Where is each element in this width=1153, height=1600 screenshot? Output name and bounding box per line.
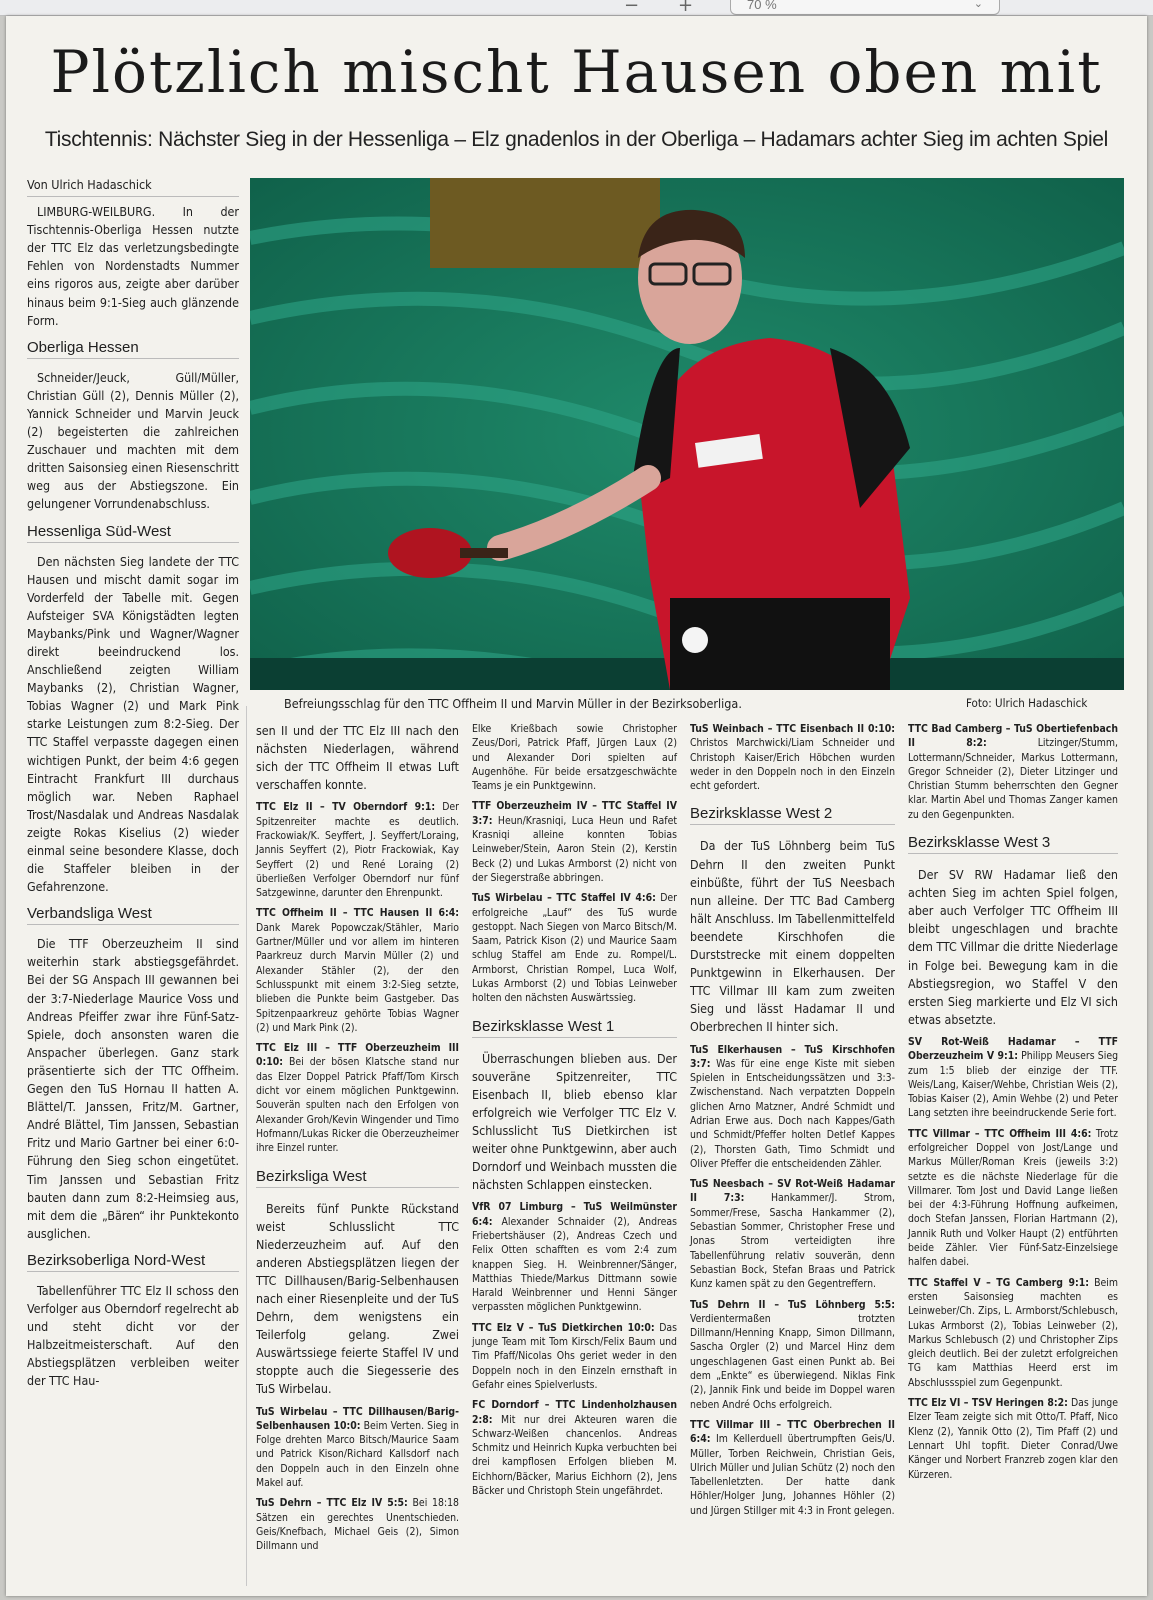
zoom-out-button[interactable]: − (624, 0, 640, 16)
match-text: Das junge Elzer Team zeigte sich mit Otto/T. Pfaff, Nico Klenz (2), Yannik Otto (2), Tim Pfaff (2) und Lennart Uhl topfit. Dieter Conrad/Uwe Känger und Norbert Franzreb zogen klar den Kürzeren. (908, 1397, 1118, 1481)
paragraph: Überraschungen blieben aus. Der souveräne Spitzenreiter, TTC Eisenbach II, blieb ebenso klar erfolgreich wie Verfolger TTC Elz V. Schlusslicht TuS Dietkirchen ist weiter ohne Punktgewinn, aber auch Dorndorf und Weinbach mussten die nächsten Schlappen einstecken. (472, 1050, 677, 1193)
paragraph: Bereits fünf Punkte Rückstand weist Schlusslicht TTC Niederzeuzheim auf. Auf den anderen Abstiegsplätzen liegen der TTC Dillhausen/Barig-Selbenhausen nach einer Riesenpleite und der TuS Dehrn, dem wenigstens ein Teilerfolg gelang. Zwei Auswärtssiege feierte Staffel IV und stoppte auch die Siegesserie des TuS Wirbelau. (256, 1200, 459, 1397)
match-text: Hankammer/J. Strom, Sommer/Frese, Sascha Hankammer (2), Sebastian Sommer, Christopher Frese und Jonas Strom verteidigten ihre Tabellenführung relativ souverän, denn Sebastian Bock, Stefan Braas und Patrick Kunz kamen spät zu den Gegentreffern. (690, 1192, 895, 1291)
column-5 (908, 722, 1118, 1488)
section-heading: Bezirksklasse West 1 (472, 1018, 677, 1038)
section-heading: Bezirksklasse West 2 (690, 805, 895, 825)
match-result: SV Rot-Weiß Hadamar – TTF Oberzeuzheim V 9:1: (908, 1035, 1118, 1063)
match-result: TTF Oberzeuzheim IV – TTC Staffel IV 3:7: (472, 800, 677, 827)
zoom-in-button[interactable]: + (678, 0, 694, 16)
match-result: TuS Weinbach – TTC Eisenbach II 0:10: (690, 723, 895, 735)
match-report (472, 891, 677, 1005)
match-text: Trotz erfolgreicher Doppel von Jost/Lange und Markus Müller/Roman Kreis (jeweils 3:2) setzte es die nächste Niederlage für die Villmarer. Tom Jost und David Lange ließen bei der 4:3-Führung Hoffnung aufkeimen, doch Stefan Janssen, Florian Hartmann (2), Jannik Ruth und Volker Haupt (2) entführten beide Zähler. Vier Fünf-Satz-Einzelsiege halfen dabei. (908, 1127, 1118, 1269)
match-report (690, 1298, 895, 1412)
match-report (908, 1035, 1118, 1121)
player-photo (250, 178, 1124, 690)
paragraph: LIMBURG-WEILBURG. In der Tischtennis-Oberliga Hessen nutzte der TTC Elz das verletzungsbedingte Fehlen von Nordenstadts Nummer eins rigoros aus, zeigte aber darüber hinaus beim 9:1-Sieg auch glänzende Form. (27, 204, 239, 328)
match-result: TTC Villmar – TTC Offheim III 4:6: (908, 1127, 1092, 1140)
column-1 (27, 176, 239, 1390)
viewer-toolbar (0, 0, 1153, 16)
column-divider (246, 706, 247, 1586)
paragraph: Die TTF Oberzeuzheim II sind weiterhin stark abstiegsgefährdet. Bei der SG Anspach III gewannen bei der 3:7-Niederlage Maurice Voss und Andreas Pfeiffer zwar ihre Fünf-Satz-Spiele, doch ansonsten waren die Anspacher überlegen. Ganz stark präsentierte sich der TTC Offheim. Gegen den TuS Hornau II hatten A. Blättel/T. Janssen, Fritz/M. Gartner, André Blättel, Tim Janssen, Sebastian Fritz und Mario Gartner bei einer 6:0-Führung den Sieg schon eingetütet. Tim Janssen und Sebastian Fritz bauten dann zum 8:2-Heimsieg aus, mit dem die „Bären“ ihr Punktekonto ausglichen. (27, 936, 239, 1241)
match-text: Philipp Meusers Sieg zum 1:5 blieb der einzige der TTF. Weis/Lang, Kaiser/Wehbe, Christian Weis (2), Tobias Kaiser (2), Amin Wehbe (2) und Peter Lang setzten ihre beeindruckende Serie fort. (908, 1050, 1119, 1120)
match-result: TTC Staffel V – TG Camberg 9:1: (908, 1276, 1089, 1289)
match-result: TuS Wirbelau – TTC Staffel IV 4:6: (472, 892, 656, 905)
match-text: Mit nur drei Akteuren waren die Schwarz-Weißen chancenlos. Andreas Schmitz und Heinrich Kupka verbuchten bei drei kampflosen Erfolgen blieben M. Eichhorn/Bäcker, Marius Eichhorn (2), Jens Bäcker und Christoph Stein ungefährdet. (472, 1413, 677, 1498)
match-text: Im Kellerduell übertrumpften Geis/U. Müller, Torben Reichwein, Christian Geis, Ulrich Müller und Julian Schütz (2) noch den Tabellenletzten. Der hatte dank Höhler/Holger Jung, Johannes Höhler (2) und Jürgen Stillger mit 4:3 in Front gelegen. (690, 1433, 895, 1517)
section-heading: Bezirksoberliga Nord-West (27, 1252, 239, 1272)
section-heading: Bezirksklasse West 3 (908, 834, 1118, 854)
match-report (472, 1398, 677, 1498)
match-report (690, 722, 895, 793)
curtain (430, 178, 660, 268)
photo-caption: Befreiungsschlag für den TTC Offheim II und Marvin Müller in der Bezirksoberliga. (284, 696, 742, 711)
match-result: TuS Neesbach – SV Rot-Weiß Hadamar II 7:3: (690, 1178, 895, 1205)
match-result: TTC Offheim II – TTC Hausen II 6:4: (256, 907, 459, 920)
subheadline: Tischtennis: Nächster Sieg in der Hessenliga – Elz gnadenlos in der Oberliga – Hadamars achter Sieg im achten Spiel (44, 128, 1109, 151)
section-heading: Oberliga Hessen (27, 339, 239, 359)
match-result: FC Dorndorf – TTC Lindenholzhausen 2:8: (472, 1399, 677, 1426)
section-heading: Hessenliga Süd-West (27, 523, 239, 543)
match-report (256, 1041, 459, 1155)
match-report (690, 1043, 895, 1172)
paragraph: Tabellenführer TTC Elz II schoss den Verfolger aus Oberndorf regelrecht ab und steht dicht vor der Halbzeitmeisterschaft. Auf den Abstiegsplätzen verbleiben weiter der TTC Hau- (27, 1282, 239, 1389)
match-report (690, 1418, 895, 1518)
column-2 (256, 722, 459, 1560)
match-text: Bei der bösen Klatsche stand nur das Elzer Doppel Patrick Pfaff/Tom Kirsch dicht vor einem möglichen Punktgewinn. Souverän spulten nach den Erfolgen von Alexander Groh/Kevin Wingender und Timo Hofmann/Lukas Ricker die Oberzeuzheimer ihre Einzel runter. (256, 1056, 459, 1155)
match-text: Dank Marek Popowczak/Stähler, Mario Gartner/Müller und vor allem im hinteren Paarkreuz durch Marvin Müller (2) und Alexander Stähler (2), der den Schlusspunkt mit einem 3:2-Sieg setzte, blieben die Punkte beim Gastgeber. Das Spitzenpaarkreuz gehörte Tobias Wagner (2) und Mark Pink (2). (256, 921, 459, 1034)
section-heading: Bezirksliga West (256, 1168, 459, 1188)
match-result: TTC Elz III – TTF Oberzeuzheim III 0:10: (256, 1042, 459, 1069)
match-report (908, 1276, 1118, 1390)
match-report (908, 1396, 1118, 1482)
zoom-value: 70 % (747, 0, 777, 12)
match-result: TTC Elz V – TuS Dietkirchen 10:0: (472, 1321, 655, 1334)
match-report (908, 722, 1118, 822)
match-text: Christos Marchwicki/Liam Schneider und Christoph Kaiser/Erich Höbchen wurden weder in den Doppeln noch in den Einzeln echt gefordert. (690, 737, 895, 793)
match-result: TTC Elz II – TV Oberndorf 9:1: (256, 801, 436, 814)
match-report (256, 906, 459, 1035)
photo-credit: Foto: Ulrich Hadaschick (966, 696, 1088, 710)
headline: Plötzlich mischt Hausen oben mit (50, 38, 1103, 106)
match-report (256, 1496, 459, 1553)
match-text: Beim ersten Saisonsieg machten es Leinweber/Ch. Zips, L. Armborst/Schlebusch, Lukas Armborst (2), Tobias Leinweber (2), Markus Schlebusch (2) und Christopher Zips gleich deutlich. Bei der zuletzt erfolgreichen TG kam Matthias Heerd erst im Abschlussspiel zum Gegenpunkt. (908, 1276, 1119, 1389)
match-text: Litzinger/Stumm, Lottermann/Schneider, Markus Lottermann, Gregor Schneider (2), Dieter Litzinger und Christian Stumm beherrschten den Gegner klar. Martin Abel und Thomas Zanger kamen zu den Gegenpunkten. (908, 737, 1118, 821)
match-result: VfR 07 Limburg – TuS Weilmünster 6:4: (472, 1201, 677, 1228)
match-result: TuS Wirbelau – TTC Dillhausen/Barig-Selbenhausen 10:0: (256, 1405, 459, 1432)
match-result: TuS Elkerhausen – TuS Kirschhofen 3:7: (690, 1043, 895, 1070)
chevron-down-icon: ⌄ (973, 0, 983, 10)
match-text: Heun/Krasniqi, Luca Heun und Rafet Krasniqi alleine konnten Tobias Leinweber/Stein, Aaron Stein (2), Kerstin Beck (2) und Lukas Armborst (2) nicht von der Siegerstraße abbringen. (472, 814, 677, 884)
match-text: Das junge Team mit Tom Kirsch/Felix Baum und Tim Pfaff/Nicolas Ohs geriet weder in den Doppeln noch in den Einzeln ernsthaft in Gefahr eines Spielverlusts. (472, 1321, 677, 1391)
match-report (256, 800, 459, 900)
match-text: Alexander Schnaider (2), Andreas Friebertshäuser (2), Andreas Czech und Felix Otten schafften es vom 2:4 zum knappen Sieg. H. Weinbrenner/Sänger, Matthias Thiede/Markus Dittmann sowie Harald Weinbrenner und Henni Sänger verpassten möglichen Punktgewinn. (472, 1215, 677, 1314)
paragraph: Der SV RW Hadamar ließ den achten Sieg im achten Spiel folgen, aber auch Verfolger TTC Offheim III bleibt ungeschlagen und brachte dem TTC Villmar die dritte Niederlage in Folge bei. Bewegung kam in die Abstiegsregion, wo Staffel V den ersten Sieg markierte und Elz VI sich etwas absetzte. (908, 867, 1118, 1027)
match-result: TuS Dehrn II – TuS Löhnberg 5:5: (690, 1298, 895, 1311)
section-heading: Verbandsliga West (27, 905, 239, 925)
column-4 (690, 722, 895, 1524)
match-result: TTC Bad Camberg – TuS Obertiefenbach II 8:2: (908, 723, 1118, 750)
match-text: Beim Verten. Sieg in Folge drehten Marco Bitsch/Maurice Saam und Patrick Kison/Richard Kallsdorf nach den Doppeln auch in den Einzeln ohne Makel auf. (256, 1419, 459, 1490)
match-result: TTC Villmar III – TTC Oberbrechen II 6:4: (690, 1418, 895, 1446)
match-report (472, 1321, 677, 1392)
match-result: TuS Dehrn – TTC Elz IV 5:5: (256, 1497, 408, 1510)
paragraph: Da der TuS Löhnberg beim TuS Dehrn II den zweiten Punkt einbüßte, führt der TuS Neesbach nun alleine. Der TTC Bad Camberg hält Anschluss. Im Tabellenmittelfeld beendete Kirschhofen die Durststrecke mit einem doppelten Punktgewinn in Elkerhausen. Der TTC Villmar III kam zum zweiten Sieg und lässt Hadamar II und Oberbrechen II hinter sich. (690, 838, 895, 1035)
match-report (472, 1200, 677, 1314)
match-report (472, 799, 677, 885)
match-text: Bei 18:18 Sätzen ein gerechtes Unentschieden. Geis/Knefbach, Michael Geis (2), Simon Dillmann und (256, 1497, 459, 1553)
match-text: Der Spitzenreiter machte es deutlich. Frackowiak/K. Seyffert, J. Seyffert/Loraing, Jannis Seyffert (2), Piotr Frackowiak, Kay Seyffert (2) und René Loraing (2) überließen Verfolger Oberndorf nur fünf Satzgewinne, darunter den Ehrenpunkt. (256, 801, 460, 900)
match-text: Verdientermaßen trotzten Dillmann/Henning Knapp, Simon Dillmann, Sascha Orgler (2) und Marcel Hinz dem ungeschlagenen Gast einen Punkt ab. Bei dem „Enkte“ es überwiegend. Niklas Fink (2), Jannik Fink und beide im Doppel waren neben André Ochs erfolgreich. (690, 1312, 895, 1411)
photo (250, 178, 1124, 690)
match-report (690, 1177, 895, 1291)
match-result: TTC Elz VI – TSV Heringen 8:2: (908, 1397, 1068, 1410)
paragraph: Den nächsten Sieg landete der TTC Hausen und mischt damit sogar im Vorderfeld der Tabelle mit. Gegen Aufsteiger SVA Königstädten legten Maybanks/Pink und Wagner/Wagner direkt beeindruckend los. Anschließend zeigten William Maybanks (2), Christian Wagner, Tobias Wagner (2) und Mark Pink starke Leistungen zum 8:2-Sieg. Der TTC Staffel verpasste dagegen einen wichtigen Punkt, der beim 4:6 gegen Eintracht Frankfurt III durchaus möglich war. Neben Raphael Trost/Nasdalak und Andreas Nasdalak zeigte Rokas Kiselius (2) wieder einmal seine besondere Klasse, doch die Staffeler bleiben in der Gefahrenzone. (27, 553, 239, 895)
newspaper-page (6, 16, 1147, 1596)
zoom-select[interactable] (730, 0, 1000, 15)
paragraph: sen II und der TTC Elz III nach den nächsten Niederlagen, während sich der TTC Offheim II etwas Luft verschaffen konnte. (256, 723, 459, 793)
author-byline: Von Ulrich Hadaschick (27, 176, 239, 197)
match-report (908, 1127, 1118, 1270)
match-report (472, 722, 677, 793)
match-report (256, 1405, 459, 1491)
match-text: Was für eine enge Kiste mit sieben Spielen in Entscheidungssätzen und 3:3-Zwischenstand. Nach verpatzten Doppeln glichen Arno Matzner, André Schmidt und Adrian Erwe aus. Doch nach Kappes/Gath und Schmidt/Pfeffer holten Detlef Kappes (2), Thorsten Gath, Timo Schmidt und Oliver Pfeffer die entscheidenden Zähler. (690, 1057, 895, 1170)
paragraph: Schneider/Jeuck, Güll/Müller, Christian Güll (2), Dennis Müller (2), Yannick Schneider und Marvin Jeuck (2) begeisterten die zahlreichen Zuschauer und machten mit dem dritten Saisonsieg einen Riesenschritt weg aus der Abstiegszone. Ein gelungener Vorrundenabschluss. (27, 369, 239, 512)
match-text: Der erfolgreiche „Lauf“ des TuS wurde gestoppt. Nach Siegen von Marco Bitsch/M. Saam, Patrick Kison (2) und Maurice Saam schlug Staffel am Ende zu. Rompel/L. Armborst, Christian Rompel, Luca Wolf, Lukas Armborst (2) und Tobias Leinweber holten den nächsten Auswärtssieg. (472, 892, 677, 1005)
column-3 (472, 722, 677, 1504)
match-text: Elke Krießbach sowie Christopher Zeus/Dori, Patrick Pfaff, Jürgen Laux (2) und Alexander Dori spielten auf Augenhöhe. Für beide ersatzgeschwächte Teams je ein Punktgewinn. (472, 723, 677, 793)
